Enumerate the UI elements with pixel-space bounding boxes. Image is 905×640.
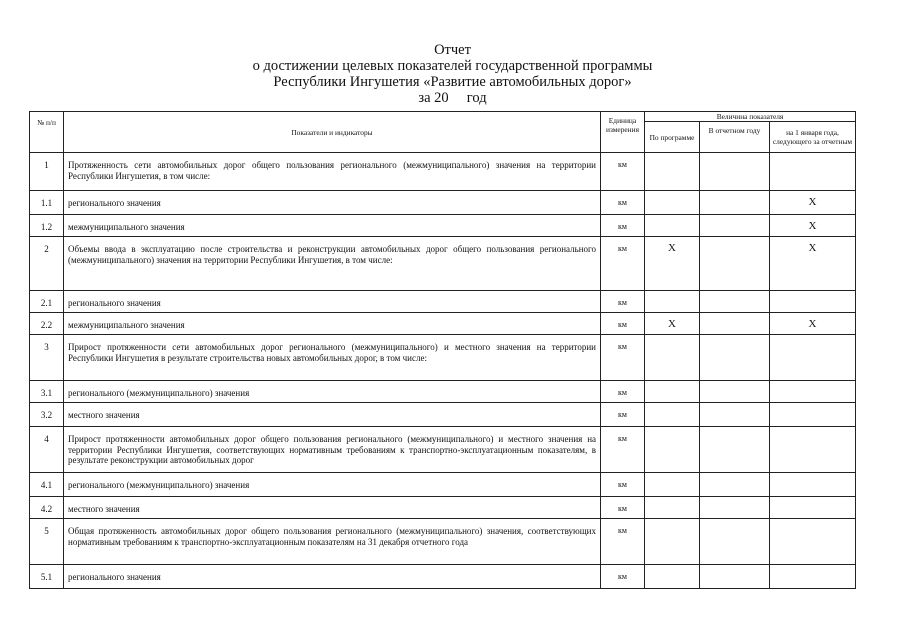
row-indicator: Протяженность сети автомобильных дорог общего пользования регионального (межмуниципального) значения на территории Республики Ингушетия, в том числе: [64,153,601,191]
row-next-value [770,403,856,427]
row-num: 3 [30,335,64,381]
row-actual-value [700,381,770,403]
title-line-1: Отчет [434,42,471,58]
row-next-value [770,519,856,565]
row-indicator: регионального значения [64,191,601,215]
row-num: 4 [30,427,64,473]
row-indicator: регионального значения [64,291,601,313]
row-next-value [770,381,856,403]
row-indicator: местного значения [64,403,601,427]
row-unit: км [601,519,645,565]
row-unit: км [601,191,645,215]
row-unit: км [601,335,645,381]
table-row [30,153,856,191]
row-next-value [770,153,856,191]
row-indicator: местного значения [64,497,601,519]
row-actual-value [700,215,770,237]
row-actual-value [700,427,770,473]
row-actual-value [700,497,770,519]
table-row [30,497,856,519]
row-num: 3.2 [30,403,64,427]
row-plan-value [645,427,700,473]
indicators-table [29,111,856,589]
row-unit: км [601,565,645,589]
row-plan-value [645,291,700,313]
row-indicator: Объемы ввода в эксплуатацию после строительства и реконструкции автомобильных дорог общего пользования регионального (межмуниципального) значения на территории Республики Ингушетия, в том числе: [64,237,601,291]
table-body [30,153,856,589]
row-actual-value [700,473,770,497]
row-next-value [770,335,856,381]
row-unit: км [601,427,645,473]
row-unit: км [601,403,645,427]
row-num: 1.2 [30,215,64,237]
row-indicator: регионального (межмуниципального) значения [64,381,601,403]
row-unit: км [601,153,645,191]
row-next-value: X [770,237,856,291]
table-row [30,473,856,497]
row-indicator: Прирост протяженности автомобильных дорог общего пользования регионального (межмуниципального) и местного значения на территории Республики Ингушетия, соответствующих нормативным требованиям к транспортно-эксплуатационным показателям, в результате реконструкции автомобильных дорог [64,427,601,473]
report-title [0,42,905,106]
row-plan-value [645,153,700,191]
table-row [30,291,856,313]
row-unit: км [601,291,645,313]
row-next-value: X [770,215,856,237]
row-actual-value [700,565,770,589]
row-num: 2.2 [30,313,64,335]
row-actual-value [700,191,770,215]
row-indicator: регионального (межмуниципального) значения [64,473,601,497]
table-row [30,191,856,215]
row-plan-value [645,191,700,215]
title-line-4: за 20 год [418,90,487,106]
row-next-value [770,565,856,589]
row-indicator: Общая протяженность автомобильных дорог общего пользования регионального (межмуниципального) значения, соответствующих нормативным требованиям к транспортно-эксплуатационным показателям на 31 декабря отчетного года [64,519,601,565]
row-plan-value [645,381,700,403]
row-actual-value [700,313,770,335]
table-row [30,215,856,237]
table-row [30,519,856,565]
row-plan-value: X [645,237,700,291]
row-num: 4.1 [30,473,64,497]
row-num: 2.1 [30,291,64,313]
header-value: Величина показателя [645,112,856,122]
header-num: № п/п [30,112,64,153]
row-indicator: регионального значения [64,565,601,589]
row-plan-value: X [645,313,700,335]
header-unit: Единица измерения [601,112,645,153]
header-indicator: Показатели и индикаторы [64,112,601,153]
row-num: 5 [30,519,64,565]
row-indicator: межмуниципального значения [64,215,601,237]
table-row [30,313,856,335]
row-plan-value [645,215,700,237]
row-unit: км [601,215,645,237]
table-row [30,381,856,403]
header-next: на 1 января года, следующего за отчетным [770,122,856,153]
row-unit: км [601,381,645,403]
table-row [30,565,856,589]
row-plan-value [645,403,700,427]
row-actual-value [700,335,770,381]
row-num: 3.1 [30,381,64,403]
row-num: 5.1 [30,565,64,589]
row-actual-value [700,291,770,313]
table-row [30,427,856,473]
row-next-value [770,473,856,497]
row-next-value [770,497,856,519]
row-actual-value [700,153,770,191]
row-actual-value [700,237,770,291]
row-num: 1.1 [30,191,64,215]
row-indicator: Прирост протяженности сети автомобильных дорог регионального (межмуниципального) и местного значения на территории Республики Ингушетия в результате строительства новых автомобильных дорог, в том числе: [64,335,601,381]
row-unit: км [601,237,645,291]
row-next-value: X [770,313,856,335]
row-actual-value [700,519,770,565]
row-indicator: межмуниципального значения [64,313,601,335]
row-plan-value [645,565,700,589]
row-unit: км [601,473,645,497]
header-plan: По программе [645,122,700,153]
row-plan-value [645,473,700,497]
table-row [30,237,856,291]
row-num: 4.2 [30,497,64,519]
row-num: 1 [30,153,64,191]
row-plan-value [645,497,700,519]
table-row [30,403,856,427]
row-unit: км [601,313,645,335]
title-line-3: Республики Ингушетия «Развитие автомобильных дорог» [273,74,632,90]
row-next-value [770,291,856,313]
row-unit: км [601,497,645,519]
row-plan-value [645,335,700,381]
row-actual-value [700,403,770,427]
row-num: 2 [30,237,64,291]
title-line-2: о достижении целевых показателей государственной программы [252,58,653,74]
row-next-value [770,427,856,473]
header-actual: В отчетном году [700,122,770,153]
row-next-value: X [770,191,856,215]
row-plan-value [645,519,700,565]
table-row [30,335,856,381]
